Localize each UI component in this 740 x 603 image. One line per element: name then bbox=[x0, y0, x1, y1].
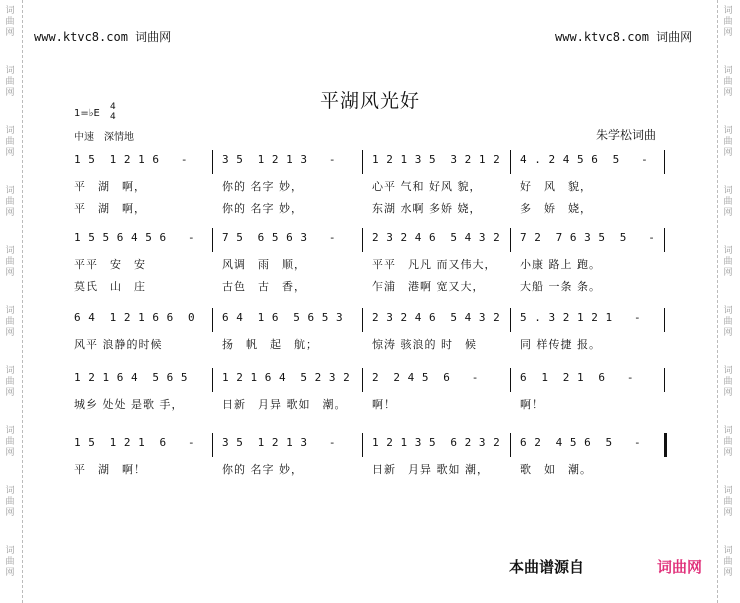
lyric-line-1: 平 湖 啊， bbox=[74, 180, 146, 193]
bar-line bbox=[510, 150, 511, 174]
tempo-marking: 中速 深情地 bbox=[74, 132, 134, 143]
time-signature-top: 4 bbox=[110, 102, 116, 112]
lyric-line-1: 风调 雨 顺， bbox=[222, 258, 306, 271]
source-site-link[interactable]: 词曲网 bbox=[657, 558, 703, 576]
lyric-line-1: 小康 路上 跑。 bbox=[520, 258, 601, 271]
bar-line bbox=[664, 150, 665, 174]
measure-notes: 1 2 1 6 4 5 2 3 2 bbox=[222, 371, 351, 384]
bar-line bbox=[362, 433, 363, 457]
watermark-mark: 词 曲 网 bbox=[5, 126, 15, 158]
measure-notes: 6 1 2 1 6 - bbox=[520, 371, 634, 384]
lyric-line-1: 啊！ bbox=[520, 398, 544, 411]
song-title: 平湖风光好 bbox=[319, 90, 420, 112]
lyric-line-1: 日新 月异 歌如 潮， bbox=[372, 463, 489, 476]
site-header-right[interactable] bbox=[555, 28, 692, 45]
bar-line bbox=[664, 368, 665, 392]
measure-notes: 6 4 1 2 1 6 6 0 bbox=[74, 311, 196, 324]
measure-notes: 1 5 5 6 4 5 6 - bbox=[74, 231, 196, 244]
lyric-line-2: 乍浦 港啊 宽又大， bbox=[372, 280, 485, 293]
measure-notes: 2 3 2 4 6 5 4 3 2 bbox=[372, 231, 501, 244]
watermark-mark: 词 曲 网 bbox=[723, 6, 733, 38]
measure-notes: 2 2 4 5 6 - bbox=[372, 371, 479, 384]
lyric-line-1: 你的 名字 妙， bbox=[222, 180, 303, 193]
bar-line bbox=[510, 228, 511, 252]
time-signature bbox=[110, 102, 116, 122]
lyric-line-2: 大船 一条 条。 bbox=[520, 280, 601, 293]
watermark-mark: 词 曲 网 bbox=[723, 66, 733, 98]
bar-line bbox=[212, 228, 213, 252]
composer-credit: 朱学松词曲 bbox=[596, 128, 657, 142]
lyric-line-2: 莫氏 山 庄 bbox=[74, 280, 146, 293]
watermark-mark: 词 曲 网 bbox=[723, 486, 733, 518]
watermark-mark: 词 曲 网 bbox=[723, 306, 733, 338]
bar-line bbox=[362, 150, 363, 174]
watermark-mark: 词 曲 网 bbox=[723, 246, 733, 278]
lyric-line-1: 好 风 貌， bbox=[520, 180, 592, 193]
measure-notes: 7 2 7 6 3 5 5 - bbox=[520, 231, 656, 244]
watermark-mark: 词 曲 网 bbox=[5, 486, 15, 518]
watermark-mark: 词 曲 网 bbox=[5, 186, 15, 218]
measure-notes: 1 5 1 2 1 6 - bbox=[74, 436, 196, 449]
lyric-line-2: 古色 古 香， bbox=[222, 280, 306, 293]
site-header-left[interactable] bbox=[34, 28, 171, 45]
measure-notes: 7 5 6 5 6 3 - bbox=[222, 231, 336, 244]
bar-line bbox=[362, 228, 363, 252]
lyric-line-1: 你的 名字 妙， bbox=[222, 463, 303, 476]
site-url[interactable]: www.ktvc8.com bbox=[555, 30, 649, 44]
bar-line bbox=[664, 308, 665, 332]
bar-line bbox=[362, 308, 363, 332]
measure-notes: 1 2 1 3 5 3 2 1 2 bbox=[372, 153, 501, 166]
bar-line bbox=[212, 433, 213, 457]
bar-line bbox=[362, 368, 363, 392]
key-signature: 1=♭E bbox=[74, 108, 100, 119]
watermark-mark: 词 曲 网 bbox=[723, 186, 733, 218]
watermark-mark: 词 曲 网 bbox=[5, 66, 15, 98]
site-name[interactable]: 词曲网 bbox=[135, 30, 172, 44]
source-label: 本曲谱源自 bbox=[509, 558, 585, 576]
time-signature-bottom: 4 bbox=[110, 112, 116, 122]
watermark-mark: 词 曲 网 bbox=[5, 246, 15, 278]
bar-line bbox=[212, 150, 213, 174]
site-url[interactable]: www.ktvc8.com bbox=[34, 30, 128, 44]
lyric-line-1: 日新 月异 歌如 潮。 bbox=[222, 398, 347, 411]
lyric-line-1: 城乡 处处 是歌 手， bbox=[74, 398, 184, 411]
watermark-mark: 词 曲 网 bbox=[5, 426, 15, 458]
watermark-mark: 词 曲 网 bbox=[723, 126, 733, 158]
bar-line bbox=[664, 228, 665, 252]
lyric-line-2: 平 湖 啊， bbox=[74, 202, 146, 215]
measure-notes: 6 2 4 5 6 5 - bbox=[520, 436, 642, 449]
watermark-mark: 词 曲 网 bbox=[5, 366, 15, 398]
measure-notes: 3 5 1 2 1 3 - bbox=[222, 153, 336, 166]
watermark-mark: 词 曲 网 bbox=[5, 6, 15, 38]
measure-notes: 1 2 1 6 4 5 6 5 bbox=[74, 371, 188, 384]
lyric-line-2: 你的 名字 妙， bbox=[222, 202, 303, 215]
measure-notes: 2 3 2 4 6 5 4 3 2 bbox=[372, 311, 501, 324]
lyric-line-2: 多 娇 娆， bbox=[520, 202, 592, 215]
measure-notes: 6 4 1 6 5 6 5 3 bbox=[222, 311, 344, 324]
bar-line bbox=[510, 433, 511, 457]
lyric-line-1: 风平 浪静的时候 bbox=[74, 338, 163, 351]
bar-line bbox=[212, 368, 213, 392]
lyric-line-1: 平平 凡凡 而又伟大， bbox=[372, 258, 497, 271]
measure-notes: 5 . 3 2 1 2 1 - bbox=[520, 311, 642, 324]
measure-notes: 3 5 1 2 1 3 - bbox=[222, 436, 336, 449]
watermark-mark: 词 曲 网 bbox=[723, 366, 733, 398]
measure-notes: 1 2 1 3 5 6 2 3 2 bbox=[372, 436, 501, 449]
lyric-line-1: 歌 如 潮。 bbox=[520, 463, 592, 476]
measure-notes: 1 5 1 2 1 6 - bbox=[74, 153, 188, 166]
lyric-line-1: 扬 帆 起 航； bbox=[222, 338, 318, 351]
watermark-mark: 词 曲 网 bbox=[5, 306, 15, 338]
lyric-line-1: 平平 安 安 bbox=[74, 258, 146, 271]
bar-line bbox=[664, 433, 667, 457]
watermark-mark: 词 曲 网 bbox=[723, 546, 733, 578]
lyric-line-1: 惊涛 骇浪的 时 候 bbox=[372, 338, 477, 351]
site-name[interactable]: 词曲网 bbox=[656, 30, 693, 44]
lyric-line-1: 同 样传捷 报。 bbox=[520, 338, 601, 351]
bar-line bbox=[212, 308, 213, 332]
lyric-line-2: 东湖 水啊 多娇 娆， bbox=[372, 202, 482, 215]
measure-notes: 4 . 2 4 5 6 5 - bbox=[520, 153, 649, 166]
lyric-line-1: 啊！ bbox=[372, 398, 396, 411]
lyric-line-1: 心平 气和 好风 貌， bbox=[372, 180, 482, 193]
bar-line bbox=[510, 368, 511, 392]
lyric-line-1: 平 湖 啊！ bbox=[74, 463, 146, 476]
watermark-mark: 词 曲 网 bbox=[5, 546, 15, 578]
bar-line bbox=[510, 308, 511, 332]
watermark-mark: 词 曲 网 bbox=[723, 426, 733, 458]
